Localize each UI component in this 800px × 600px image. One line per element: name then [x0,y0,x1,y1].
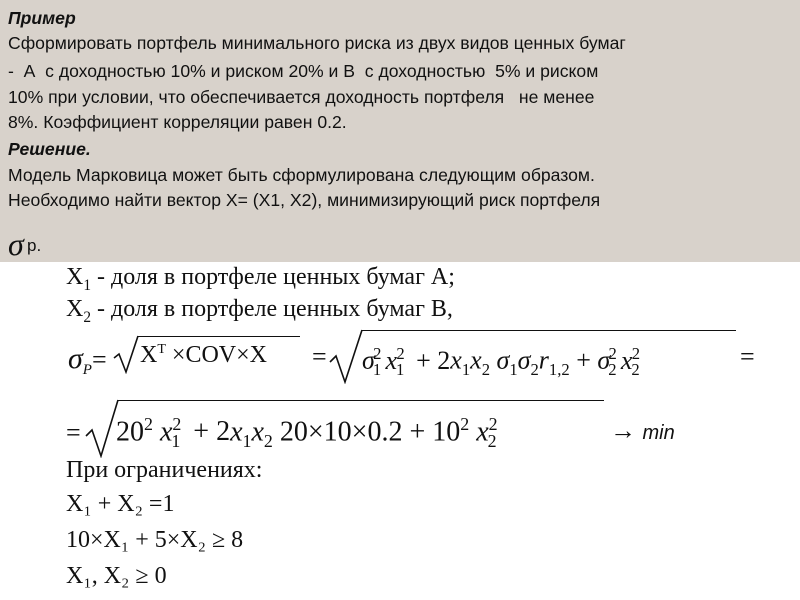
definition-x2: $X_2$ - доля в портфеле ценных бумаг В, [66,296,453,326]
sigma-symbol: σ [8,226,24,262]
solution-line-1: Модель Марковица может быть сформулирована следующим образом. [8,165,595,185]
sqrt-sign-3 [84,398,120,458]
constraint-nonneg: X₁, X₂ ≥ 0 [66,563,167,589]
problem-line-4: 8%. Коэффициент корреляции равен 0.2. [8,112,347,132]
solution-heading: Решение. [8,139,91,159]
sqrt-bar-3 [118,400,604,401]
constraints-heading: При ограничениях: [66,457,263,483]
problem-line-2: - А с доходностью 10% и риском 20% и В с доходностью 5% и риском [8,61,599,81]
constraint-return: 10×X₁ + 5×X₂ ≥ 8 [66,527,244,553]
numeric-expansion: $20^2$ $x_1^2 + 2x_1x_2$ $20\times 10\times 0.2 + 10^2$ $x_2^2$ [116,414,498,451]
equals-3: = [66,418,81,447]
variance-expansion: $\sigma_1^2$ $x_1^2 + 2x_1x_2$ $\sigma_1\sigma_2r_{1,2} + \sigma_2^2$ $x_2^2$ [362,344,640,379]
sigma-subscript: р. [27,236,42,255]
solution-line-2: Необходимо найти вектор Х= (Х1, Х2), минимизирующий риск портфеля [8,190,601,210]
sqrt-bar-2 [362,330,736,331]
sqrt-bar-1 [138,336,300,337]
equals-2: = [740,342,755,371]
formula-line-1: $\sigma_P=$ [68,342,107,379]
problem-line-1: Сформировать портфель минимального риска из двух видов ценных бумаг [8,33,626,53]
sigma-p: σ [68,342,83,375]
sqrt-sign-2 [328,328,364,384]
sqrt-sign-1 [112,334,140,374]
sqrt-content-1: $X^T \times COV\times X$ [140,342,267,368]
problem-line-3: 10% при условии, что обеспечивается доходность портфеля не менее [8,87,595,107]
arrow-min: → min [610,416,675,445]
problem-panel [0,0,800,262]
equals-1: = [312,342,327,371]
example-heading: Пример [8,8,76,28]
definition-x1: $X_1$ - доля в портфеле ценных бумаг А; [66,264,455,294]
constraint-sum: X₁ + X₂ =1 [66,491,175,517]
